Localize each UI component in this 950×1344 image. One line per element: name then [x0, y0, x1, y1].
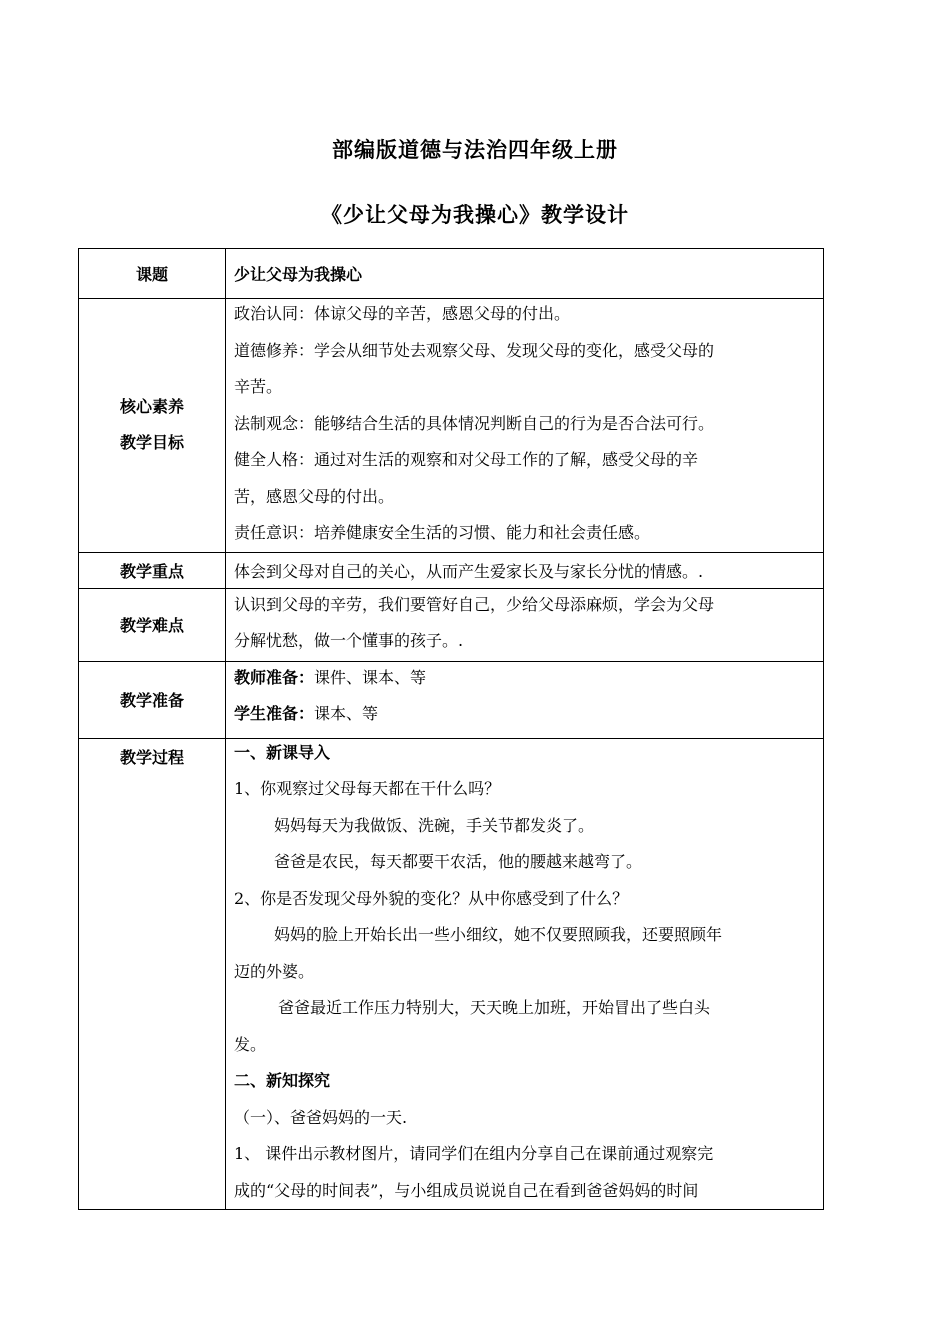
table-row-preparation: [79, 661, 824, 738]
subsection-title: （一）、爸爸妈妈的一天.: [234, 1107, 408, 1127]
document-title: 部编版道德与法治四年级上册: [332, 138, 618, 162]
teacher-preparation-label: 教师准备：: [234, 667, 315, 687]
topic-value: 少让父母为我操心: [234, 265, 363, 284]
answer: 妈妈每天为我做饭、洗碗，手关节都发炎了。: [274, 815, 595, 835]
step-text-continued: 成的“父母的时间表”，与小组成员说说自己在看到爸爸妈妈的时间: [234, 1180, 699, 1200]
table-row-key-points: [79, 552, 824, 588]
table-row-process: [79, 738, 824, 1210]
key-points-text: 体会到父母对自己的关心，从而产生爱家长及与家长分忧的情感。.: [234, 561, 704, 581]
question: 1、你观察过父母每天都在干什么吗？: [234, 779, 501, 798]
teacher-preparation-text: 课件、课本、等: [314, 667, 427, 687]
difficulties-label: 教学难点: [79, 588, 226, 661]
teacher-preparation: [234, 660, 815, 697]
goals-label: [79, 299, 226, 553]
step-text: 1、 课件出示教材图片，请同学们在组内分享自己在课前通过观察完: [234, 1144, 714, 1163]
answer-continued: 发。: [234, 1034, 267, 1054]
student-preparation-text: 课本、等: [314, 704, 379, 723]
section-title: 一、新课导入: [234, 742, 331, 762]
difficulty-line: 分解忧愁，做一个懂事的孩子。.: [234, 631, 464, 650]
process-label: 教学过程: [79, 738, 226, 1210]
key-points-label: 教学重点: [79, 552, 226, 588]
answer: 爸爸最近工作压力特别大，天天晚上加班，开始冒出了些白头: [278, 998, 711, 1017]
answer-continued: 迈的外婆。: [234, 961, 315, 981]
table-row-difficulties: [79, 588, 824, 661]
lesson-plan-table: [78, 248, 824, 1210]
goal-line: 苦，感恩父母的付出。: [234, 486, 395, 506]
section-title: 二、新知探究: [234, 1071, 331, 1090]
goals-content: [226, 299, 824, 553]
goal-line: 道德修养：学会从细节处去观察父母、发现父母的变化，感受父母的: [234, 340, 715, 360]
goal-line: 责任意识：培养健康安全生活的习惯、能力和社会责任感。: [234, 523, 651, 542]
goals-label-line2: 教学目标: [119, 433, 184, 453]
goals-label-line1: 核心素养: [119, 397, 184, 417]
goal-line: 法制观念：能够结合生活的具体情况判断自己的行为是否合法可行。: [234, 413, 715, 433]
student-preparation: [234, 696, 815, 733]
student-preparation-label: 学生准备：: [234, 704, 315, 723]
preparation-label: 教学准备: [79, 661, 226, 738]
answer: 爸爸是农民，每天都要干农活，他的腰越来越弯了。: [274, 852, 643, 871]
difficulty-line: 认识到父母的辛劳，我们要管好自己，少给父母添麻烦，学会为父母: [234, 594, 715, 614]
table-row-goals: [79, 299, 824, 553]
goal-line: 政治认同：体谅父母的辛苦，感恩父母的付出。: [234, 304, 571, 323]
answer: 妈妈的脸上开始长出一些小细纹，她不仅要照顾我，还要照顾年: [274, 925, 723, 944]
question: 2、你是否发现父母外貌的变化？从中你感受到了什么？: [234, 888, 629, 908]
goal-line: 辛苦。: [234, 377, 283, 396]
goal-line: 健全人格：通过对生活的观察和对父母工作的了解，感受父母的辛: [234, 450, 699, 469]
topic-label: 课题: [79, 249, 226, 299]
process-content: [226, 738, 824, 1210]
table-row-topic: [79, 249, 824, 299]
document-subtitle: 《少让父母为我操心》教学设计: [321, 203, 629, 227]
